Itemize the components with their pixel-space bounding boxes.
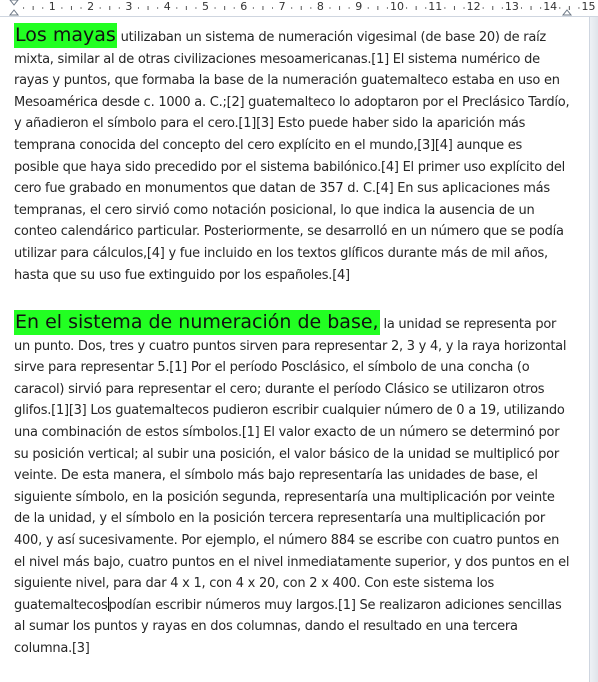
horizontal-ruler[interactable] <box>0 0 598 17</box>
ruler-number: 6 <box>240 0 248 13</box>
page-right-margin <box>589 17 598 682</box>
first-line-indent-marker[interactable] <box>10 0 18 5</box>
ruler-number: 10 <box>390 0 404 13</box>
right-indent-marker[interactable] <box>563 10 571 15</box>
paragraph-1[interactable] <box>14 23 570 286</box>
hanging-indent-marker[interactable] <box>10 10 18 15</box>
ruler-number: 7 <box>278 0 286 13</box>
paragraph-text: utilizaban un sistema de numeración vigesimal (de base 20) de raíz mixta, similar al de otras civilizaciones mesoamericanas.[1] El sistema numérico de rayas y puntos, que formaba la base de la numeración guatemalteco estaba en uso en Mesoamérica desde c. 1000 a. C.;[2] guatemalteco lo adoptaron por el Preclásico Tardío, y añadieron el símbolo para el cero.[1][3] Esto puede haber sido la aparición más temprana conocida del concepto del cero explícito en el mundo,[3][4] aunque es posible que haya sido precedido por el sistema babilónico.[4] El primer uso explícito del cero fue grabado en monumentos que datan de 357 d. C.[4] En sus aplicaciones más tempranas, el cero sirvió como notación posicional, lo que indica la ausencia de un conteo calendárico particular. Posteriormente, se desarrolló en un número que se podía utilizar para cálculos,[4] y fue incluido en los textos glíficos durante más de mil años, hasta que su uso fue extinguido por los españoles.[4] <box>14 30 570 283</box>
ruler-number: 2 <box>87 0 95 13</box>
ruler-number: 4 <box>163 0 171 13</box>
paragraph-text-continued: podían escribir números muy largos.[1] Se realizaron adiciones sencillas al sumar los puntos y rayas en dos columnas, dando el resultado en una tercera columna.[3] <box>14 597 562 656</box>
ruler-number: 5 <box>202 0 209 13</box>
paragraph-text: la unidad se representa por un punto. Dos, tres y cuatro puntos sirven para representar 2, 3 y 4, y la raya horizontal sirve para representar 5.[1] Por el período Posclásico, el símbolo de una concha (o caracol) sirvió para representar el cero; durante el período Clásico se utilizaron otros glifos.[1][3] Los guatemaltecos pudieron escribir cualquier número de 0 a 19, utilizando una combinación de estos símbolos.[1] El valor exacto de un número se determinó por su posición vertical; al subir una posición, el valor básico de la unidad se multiplicó por veinte. De esta manera, el símbolo más bajo representaría las unidades de base, el siguiente símbolo, en la posición segunda, representaría una multiplicación por veinte de la unidad, y el símbolo en la posición tercera representaría una multiplicación por 400, y así sucesivamente. Por ejemplo, el número 884 se escribe con cuatro puntos en el nivel más bajo, cuatro puntos en el nivel inmediatamente superior, y dos puntos en el siguiente nivel, para dar 4 x 1, con 4 x 20, con 2 x 400. Con este sistema los guatemaltecos <box>14 317 570 613</box>
ruler-number: 3 <box>125 0 133 13</box>
ruler-number: 1 <box>48 0 56 13</box>
ruler-number: 15 <box>581 0 596 13</box>
ruler-number: 8 <box>316 0 324 13</box>
ruler-number: 14 <box>543 0 558 13</box>
ruler-number: 13 <box>504 0 519 13</box>
ruler-number: 11 <box>428 0 443 13</box>
ruler-number: 12 <box>466 0 481 13</box>
highlighted-heading: En el sistema de numeración de base, <box>15 311 379 333</box>
ruler-number: 9 <box>355 0 363 13</box>
highlighted-heading: Los mayas <box>15 24 116 46</box>
paragraph-2[interactable] <box>14 310 570 660</box>
